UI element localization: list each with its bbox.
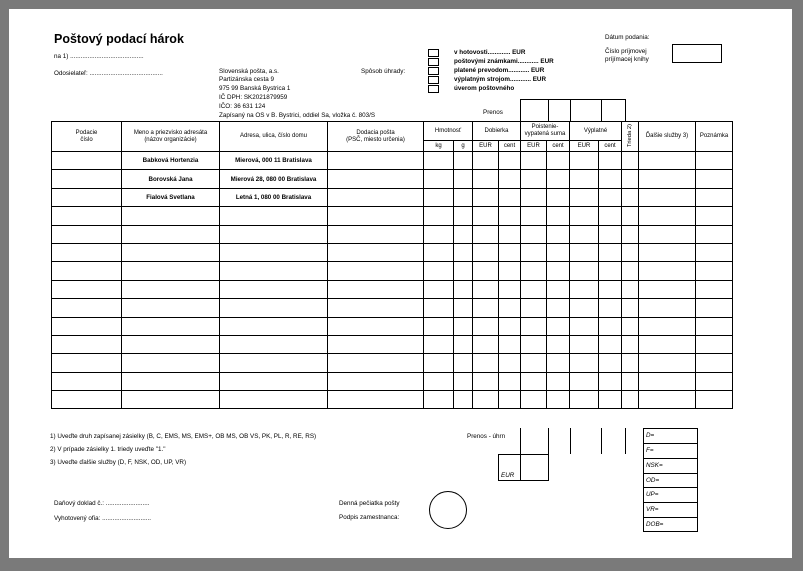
table-cell[interactable] xyxy=(328,299,424,317)
cell-address[interactable] xyxy=(220,354,328,372)
table-row[interactable] xyxy=(52,188,733,206)
col-header-note: Poznámka xyxy=(696,122,733,152)
table-cell[interactable] xyxy=(328,207,424,225)
table-cell[interactable] xyxy=(521,299,547,317)
table-cell[interactable] xyxy=(547,280,570,298)
table-cell[interactable] xyxy=(547,243,570,261)
table-cell[interactable] xyxy=(547,207,570,225)
prenos-uhrn-label: Prenos - úhrn xyxy=(467,433,506,440)
receipt-label: Číslo príjmovej xyxy=(605,48,647,55)
table-cell[interactable] xyxy=(622,262,639,280)
table-cell[interactable] xyxy=(570,335,599,353)
table-cell[interactable] xyxy=(454,335,473,353)
table-cell[interactable] xyxy=(328,225,424,243)
table-row[interactable] xyxy=(52,170,733,188)
cell-recipient-name[interactable]: Borovská Jana xyxy=(122,170,220,188)
sender-info-line: Partizánska cesta 9 xyxy=(219,76,274,83)
table-cell[interactable] xyxy=(328,188,424,206)
table-cell[interactable] xyxy=(52,243,122,261)
table-cell[interactable] xyxy=(639,372,696,390)
table-cell[interactable] xyxy=(696,299,733,317)
table-cell[interactable] xyxy=(328,243,424,261)
table-cell[interactable] xyxy=(52,188,122,206)
table-cell[interactable] xyxy=(622,280,639,298)
cell-address[interactable] xyxy=(220,299,328,317)
sender-field[interactable]: Odosielateľ: .......................................... xyxy=(54,70,163,77)
cell-recipient-name[interactable] xyxy=(122,280,220,298)
cell-address[interactable] xyxy=(220,391,328,409)
table-cell[interactable] xyxy=(570,170,599,188)
table-row[interactable] xyxy=(52,354,733,372)
table-row[interactable] xyxy=(52,280,733,298)
table-cell[interactable] xyxy=(521,188,547,206)
cell-recipient-name[interactable] xyxy=(122,317,220,335)
checkbox-stamps[interactable] xyxy=(428,58,439,66)
service-label: DOB= xyxy=(646,521,664,529)
table-cell[interactable] xyxy=(424,317,454,335)
table-cell[interactable] xyxy=(499,243,521,261)
col-header-address: Adresa, ulica, číslo domu xyxy=(220,122,328,152)
col-sub-eur: EUR xyxy=(521,141,547,152)
table-cell[interactable] xyxy=(639,280,696,298)
service-label: D= xyxy=(646,432,655,439)
table-cell[interactable] xyxy=(599,207,622,225)
table-cell[interactable] xyxy=(424,188,454,206)
issued-by-field[interactable]: Vyhotovený ofia: ............................ xyxy=(54,515,152,522)
table-cell[interactable] xyxy=(639,354,696,372)
table-cell[interactable] xyxy=(521,354,547,372)
table-cell[interactable] xyxy=(52,152,122,170)
table-cell[interactable] xyxy=(639,152,696,170)
table-cell[interactable] xyxy=(599,188,622,206)
table-cell[interactable] xyxy=(622,207,639,225)
table-cell[interactable] xyxy=(499,317,521,335)
table-cell[interactable] xyxy=(424,391,454,409)
table-cell[interactable] xyxy=(547,354,570,372)
table-cell[interactable] xyxy=(454,170,473,188)
table-cell[interactable] xyxy=(570,225,599,243)
table-cell[interactable] xyxy=(328,391,424,409)
table-cell[interactable] xyxy=(622,299,639,317)
table-cell[interactable] xyxy=(328,170,424,188)
table-cell[interactable] xyxy=(424,280,454,298)
table-cell[interactable] xyxy=(639,262,696,280)
table-cell[interactable] xyxy=(473,207,499,225)
table-cell[interactable] xyxy=(696,262,733,280)
table-cell[interactable] xyxy=(547,317,570,335)
cell-recipient-name[interactable]: Babková Hortenzia xyxy=(122,152,220,170)
col-header-insurance: Poistenie- vypatená suma xyxy=(521,122,570,141)
stamp-label: Denná pečiatka pošty xyxy=(339,500,400,507)
table-cell[interactable] xyxy=(473,335,499,353)
table-cell[interactable] xyxy=(521,207,547,225)
cell-recipient-name[interactable] xyxy=(122,391,220,409)
cell-recipient-name[interactable] xyxy=(122,207,220,225)
table-cell[interactable] xyxy=(454,207,473,225)
table-row[interactable] xyxy=(52,317,733,335)
cell-recipient-name[interactable] xyxy=(122,372,220,390)
table-cell[interactable] xyxy=(639,299,696,317)
table-cell[interactable] xyxy=(424,243,454,261)
table-cell[interactable] xyxy=(639,243,696,261)
table-cell[interactable] xyxy=(521,280,547,298)
table-cell[interactable] xyxy=(328,354,424,372)
table-cell[interactable] xyxy=(599,225,622,243)
table-cell[interactable] xyxy=(696,152,733,170)
signature-label: Podpis zamestnanca: xyxy=(339,514,400,521)
table-cell[interactable] xyxy=(473,317,499,335)
table-row[interactable] xyxy=(52,207,733,225)
table-cell[interactable] xyxy=(52,299,122,317)
table-cell[interactable] xyxy=(622,243,639,261)
table-cell[interactable] xyxy=(696,317,733,335)
table-cell[interactable] xyxy=(696,354,733,372)
table-cell[interactable] xyxy=(473,354,499,372)
prenos-box xyxy=(520,99,626,122)
table-cell[interactable] xyxy=(547,299,570,317)
table-cell[interactable] xyxy=(570,354,599,372)
table-cell[interactable] xyxy=(454,317,473,335)
table-cell[interactable] xyxy=(328,372,424,390)
table-cell[interactable] xyxy=(521,317,547,335)
table-cell[interactable] xyxy=(473,243,499,261)
table-cell[interactable] xyxy=(52,280,122,298)
table-cell[interactable] xyxy=(454,299,473,317)
cell-recipient-name[interactable]: Fialová Svetlana xyxy=(122,188,220,206)
cell-address[interactable]: Letná 1, 080 00 Bratislava xyxy=(220,188,328,206)
table-cell[interactable] xyxy=(52,262,122,280)
table-cell[interactable] xyxy=(521,243,547,261)
table-cell[interactable] xyxy=(454,372,473,390)
table-cell[interactable] xyxy=(547,372,570,390)
table-cell[interactable] xyxy=(521,262,547,280)
table-cell[interactable] xyxy=(570,317,599,335)
table-cell[interactable] xyxy=(639,225,696,243)
table-cell[interactable] xyxy=(696,280,733,298)
table-cell[interactable] xyxy=(599,280,622,298)
table-cell[interactable] xyxy=(622,335,639,353)
table-cell[interactable] xyxy=(639,335,696,353)
col-header-name: Meno a priezvisko adresáta (názov organizácie) xyxy=(122,122,220,152)
col-sub-cent: cent xyxy=(547,141,570,152)
tax-doc-field[interactable]: Daňový doklad č.: ......................... xyxy=(54,500,150,507)
table-cell[interactable] xyxy=(547,335,570,353)
table-cell[interactable] xyxy=(696,207,733,225)
table-cell[interactable] xyxy=(328,152,424,170)
service-label: VR= xyxy=(646,506,659,514)
table-cell[interactable] xyxy=(499,372,521,390)
table-cell[interactable] xyxy=(622,188,639,206)
table-cell[interactable] xyxy=(570,372,599,390)
table-cell[interactable] xyxy=(424,207,454,225)
table-cell[interactable] xyxy=(599,262,622,280)
table-cell[interactable] xyxy=(547,262,570,280)
sender-info-line: Slovenská pošta, a.s. xyxy=(219,68,279,75)
table-cell[interactable] xyxy=(454,280,473,298)
table-cell[interactable] xyxy=(52,170,122,188)
col-sub-kg: kg xyxy=(424,141,454,152)
table-cell[interactable] xyxy=(570,391,599,409)
cell-address[interactable] xyxy=(220,317,328,335)
table-cell[interactable] xyxy=(52,335,122,353)
table-row[interactable] xyxy=(52,243,733,261)
table-cell[interactable] xyxy=(473,391,499,409)
table-cell[interactable] xyxy=(473,280,499,298)
table-cell[interactable] xyxy=(570,280,599,298)
table-cell[interactable] xyxy=(499,170,521,188)
date-label: Dátum podania: xyxy=(605,34,650,41)
table-cell[interactable] xyxy=(473,372,499,390)
table-cell[interactable] xyxy=(328,335,424,353)
table-cell[interactable] xyxy=(473,262,499,280)
table-cell[interactable] xyxy=(639,170,696,188)
table-cell[interactable] xyxy=(499,280,521,298)
table-cell[interactable] xyxy=(599,243,622,261)
col-sub-eur: EUR xyxy=(570,141,599,152)
table-row[interactable] xyxy=(52,299,733,317)
cell-address[interactable] xyxy=(220,207,328,225)
table-row[interactable] xyxy=(52,335,733,353)
table-cell[interactable] xyxy=(696,372,733,390)
table-cell[interactable] xyxy=(696,335,733,353)
cell-address[interactable] xyxy=(220,243,328,261)
table-cell[interactable] xyxy=(454,225,473,243)
cell-address[interactable] xyxy=(220,335,328,353)
sender-info-line: 975 99 Banská Bystrica 1 xyxy=(219,85,291,92)
checkbox-cash[interactable] xyxy=(428,49,439,57)
payment-option: úverom poštovného xyxy=(454,85,515,92)
table-row[interactable] xyxy=(52,372,733,390)
col-sub-cent: cent xyxy=(599,141,622,152)
service-label: OD= xyxy=(646,476,660,484)
table-cell[interactable] xyxy=(521,372,547,390)
table-cell[interactable] xyxy=(570,152,599,170)
table-cell[interactable] xyxy=(547,152,570,170)
checkbox-transfer[interactable] xyxy=(428,67,439,75)
table-cell[interactable] xyxy=(622,225,639,243)
table-cell[interactable] xyxy=(622,354,639,372)
table-cell[interactable] xyxy=(52,317,122,335)
table-row[interactable] xyxy=(52,391,733,409)
service-label: UP= xyxy=(646,491,659,499)
table-cell[interactable] xyxy=(499,335,521,353)
table-cell[interactable] xyxy=(499,299,521,317)
cell-address[interactable] xyxy=(220,280,328,298)
col-header-class: Trieda 2) xyxy=(622,122,639,152)
table-cell[interactable] xyxy=(547,225,570,243)
table-cell[interactable] xyxy=(499,188,521,206)
table-cell[interactable] xyxy=(454,391,473,409)
cell-address[interactable] xyxy=(220,225,328,243)
table-cell[interactable] xyxy=(499,391,521,409)
note-3: 3) Uveďte ďalšie služby (D, F, NSK, OD, UP, VR) xyxy=(50,459,187,466)
cell-recipient-name[interactable] xyxy=(122,299,220,317)
table-cell[interactable] xyxy=(599,170,622,188)
table-cell[interactable] xyxy=(570,188,599,206)
form-title: Poštový podací hárok xyxy=(54,32,184,46)
table-cell[interactable] xyxy=(622,391,639,409)
table-cell[interactable] xyxy=(473,225,499,243)
cell-recipient-name[interactable] xyxy=(122,262,220,280)
table-cell[interactable] xyxy=(473,152,499,170)
table-cell[interactable] xyxy=(599,152,622,170)
col-header-postage: Výplatné xyxy=(570,122,622,141)
table-cell[interactable] xyxy=(473,299,499,317)
payment-option: platené prevodom............ EUR xyxy=(454,67,545,74)
table-cell[interactable] xyxy=(454,152,473,170)
col-sub-g: g xyxy=(454,141,473,152)
table-cell[interactable] xyxy=(473,188,499,206)
table-cell[interactable] xyxy=(547,391,570,409)
table-cell[interactable] xyxy=(454,243,473,261)
payment-option: výplatným strojom............ EUR xyxy=(454,76,547,83)
table-cell[interactable] xyxy=(599,354,622,372)
cell-address[interactable]: Mierová, 000 11 Bratislava xyxy=(220,152,328,170)
receipt-label: príjímacej knihy xyxy=(605,56,649,63)
payment-option: v hotovosti............. EUR xyxy=(454,49,526,56)
note-2: 2) V prípade zásielky 1. triedy uveďte "1." xyxy=(50,446,166,453)
table-cell[interactable] xyxy=(639,317,696,335)
col-sub-cent: cent xyxy=(499,141,521,152)
table-row[interactable] xyxy=(52,152,733,170)
table-cell[interactable] xyxy=(639,391,696,409)
cell-recipient-name[interactable] xyxy=(122,225,220,243)
table-cell[interactable] xyxy=(424,225,454,243)
table-cell[interactable] xyxy=(599,372,622,390)
table-cell[interactable] xyxy=(639,188,696,206)
table-cell[interactable] xyxy=(328,262,424,280)
table-cell[interactable] xyxy=(599,317,622,335)
table-cell[interactable] xyxy=(424,262,454,280)
table-cell[interactable] xyxy=(599,335,622,353)
table-cell[interactable] xyxy=(424,335,454,353)
table-cell[interactable] xyxy=(499,207,521,225)
table-cell[interactable] xyxy=(570,207,599,225)
table-cell[interactable] xyxy=(521,335,547,353)
checkbox-machine[interactable] xyxy=(428,76,439,84)
table-cell[interactable] xyxy=(499,354,521,372)
table-cell[interactable] xyxy=(599,299,622,317)
col-header-cod: Dobierka xyxy=(473,122,521,141)
note-1: 1) Uveďte druh zapísanej zásielky (B, C, EMS, MS, EMS+, OB MS, OB VS, PK, PL, R, RE, RS) xyxy=(50,433,317,440)
table-row[interactable] xyxy=(52,225,733,243)
sender-info-line: IČO: 36 631 124 xyxy=(219,103,266,110)
table-cell[interactable] xyxy=(499,225,521,243)
cell-recipient-name[interactable] xyxy=(122,243,220,261)
table-cell[interactable] xyxy=(52,354,122,372)
payment-option: poštovými známkami............ EUR xyxy=(454,58,554,65)
cell-address[interactable] xyxy=(220,262,328,280)
table-cell[interactable] xyxy=(547,188,570,206)
sender-info-line: Zapísaný na OS v B. Bystrici, oddiel Sa, vložka č. 803/S xyxy=(219,112,376,119)
table-cell[interactable] xyxy=(499,262,521,280)
table-cell[interactable] xyxy=(521,152,547,170)
table-cell[interactable] xyxy=(424,354,454,372)
table-cell[interactable] xyxy=(52,372,122,390)
table-cell[interactable] xyxy=(521,225,547,243)
receipt-number-field[interactable] xyxy=(672,44,722,63)
col-sub-eur: EUR xyxy=(473,141,499,152)
table-cell[interactable] xyxy=(696,391,733,409)
table-cell[interactable] xyxy=(696,225,733,243)
table-cell[interactable] xyxy=(52,207,122,225)
col-header-number: Podacie číslo xyxy=(52,122,122,152)
table-cell[interactable] xyxy=(499,152,521,170)
na-field[interactable]: na 1) .......................................... xyxy=(54,53,144,60)
cell-recipient-name[interactable] xyxy=(122,335,220,353)
cell-address[interactable] xyxy=(220,372,328,390)
form-sheet xyxy=(9,9,792,558)
table-cell[interactable] xyxy=(424,299,454,317)
table-cell[interactable] xyxy=(570,262,599,280)
checkbox-credit[interactable] xyxy=(428,85,439,93)
table-cell[interactable] xyxy=(622,170,639,188)
eur-total-label: EUR xyxy=(501,472,515,479)
table-cell[interactable] xyxy=(622,317,639,335)
table-cell[interactable] xyxy=(570,243,599,261)
table-cell[interactable] xyxy=(622,372,639,390)
table-cell[interactable] xyxy=(696,170,733,188)
sender-info-line: IČ DPH: SK2021879959 xyxy=(219,94,288,101)
table-cell[interactable] xyxy=(547,170,570,188)
service-label: F= xyxy=(646,446,654,454)
table-cell[interactable] xyxy=(52,225,122,243)
table-cell[interactable] xyxy=(454,262,473,280)
table-cell[interactable] xyxy=(454,188,473,206)
col-header-post: Dodacia pošta (PSČ, miesto určenia) xyxy=(328,122,424,152)
table-cell[interactable] xyxy=(521,170,547,188)
col-header-services: Ďalšie služby 3) xyxy=(639,122,696,152)
table-cell[interactable] xyxy=(424,152,454,170)
cell-recipient-name[interactable] xyxy=(122,354,220,372)
table-row[interactable] xyxy=(52,262,733,280)
table-cell[interactable] xyxy=(696,243,733,261)
table-cell[interactable] xyxy=(599,391,622,409)
cell-address[interactable]: Mierová 28, 080 00 Bratislava xyxy=(220,170,328,188)
table-cell[interactable] xyxy=(52,391,122,409)
shipment-table xyxy=(51,121,733,409)
stamp-circle xyxy=(429,491,467,529)
table-cell[interactable] xyxy=(328,280,424,298)
table-cell[interactable] xyxy=(570,299,599,317)
prenos-label: Prenos xyxy=(483,109,503,116)
table-cell[interactable] xyxy=(424,372,454,390)
table-cell[interactable] xyxy=(454,354,473,372)
table-cell[interactable] xyxy=(473,170,499,188)
table-cell[interactable] xyxy=(424,170,454,188)
payment-label: Spôsob úhrady: xyxy=(361,68,406,75)
table-cell[interactable] xyxy=(521,391,547,409)
table-cell[interactable] xyxy=(328,317,424,335)
col-header-weight: Hmotnosť xyxy=(424,122,473,141)
table-cell[interactable] xyxy=(696,188,733,206)
table-cell[interactable] xyxy=(639,207,696,225)
service-label: NSK= xyxy=(646,461,663,469)
table-cell[interactable] xyxy=(622,152,639,170)
